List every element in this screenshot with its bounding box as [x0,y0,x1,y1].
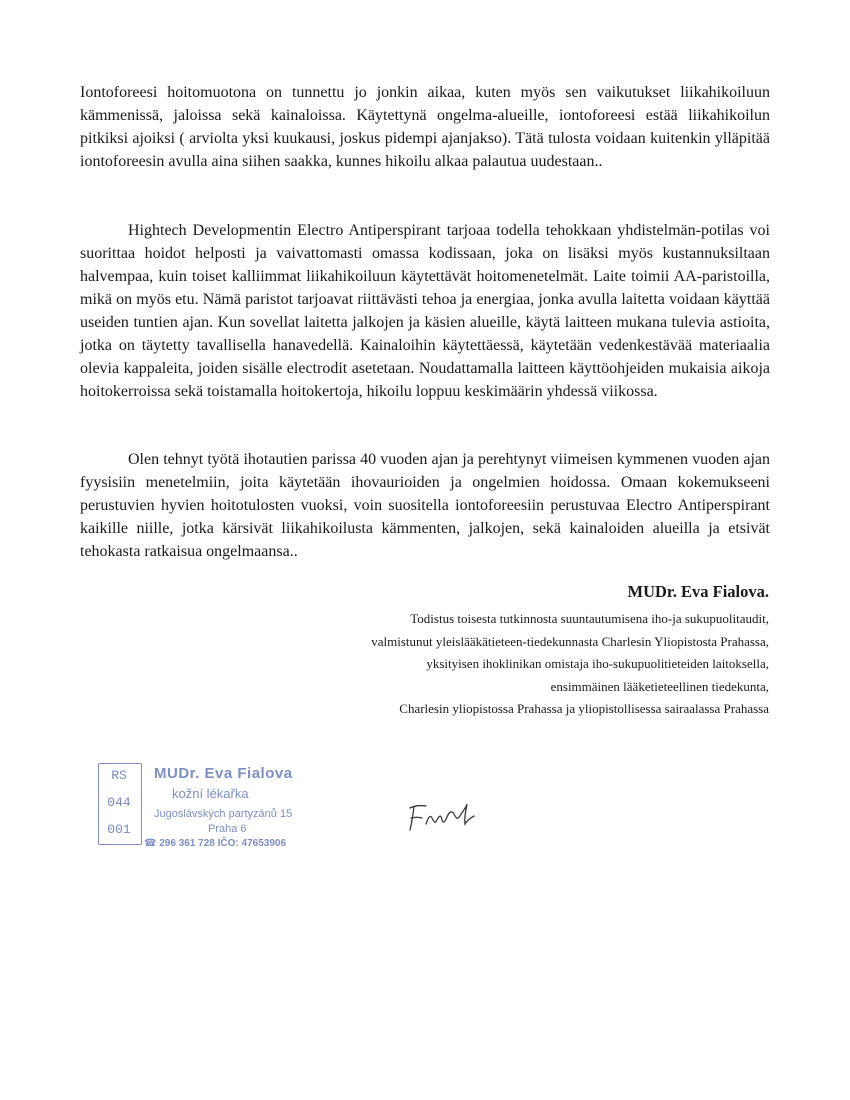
credential-line-1: Todistus toisesta tutkinnosta suuntautumisena iho-ja sukupuolitaudit, [410,611,769,626]
signatory-name: MUDr. Eva Fialova. [627,582,769,601]
signature-block [371,581,769,721]
stamp-title: kožní lékařka [172,786,249,801]
signature-stroke-2 [426,804,474,824]
doctor-stamp [98,763,338,855]
paragraph-1: Iontoforeesi hoitomuotona on tunnettu jo jonkin aikaa, kuten myös sen vaikutukset liikahikoiluun kämmenissä, jaloissa sekä kainaloissa. Käytettynä ongelma-alueille, iontoforeesi estää liikahikoilun pitkiksi ajoiksi ( arviolta yksi kuukausi, joskus pidempi ajanjakso). Tätä tulosta voidaan kuitenkin ylläpitää iontoforeesin avulla aina siihen saakka, kunnes hikoilu alkaa palautua uudestaan.. [80,84,770,170]
credential-line-4: ensimmäinen lääketieteellinen tiedekunta, [550,678,769,694]
paragraph-3: Olen tehnyt työtä ihotautien parissa 40 vuoden ajan ja perehtynyt viimeisen kymmenen vuoden ajan fyysisiin menetelmiin, joita käytetään ihovaurioiden ja ongelmien hoidossa. Omaan kokemukseeni perustuvien hyvien hoitotulosten vuoksi, voin suositella iontoforeesiin perustuvaa Electro Antiperspirant kaikille niille, jotka kärsivät liikahikoilusta kämmenten, jalkojen, sekä kainaloiden alueilla ja etsivät tehokasta ratkaisua ongelmaansa.. [80,451,770,560]
stamp-name: MUDr. Eva Fialova [154,765,293,782]
stamp-code-3: 001 [107,822,131,837]
signature-stroke-1 [410,806,426,830]
stamp-code-1: RS [111,768,127,783]
stamp-contact: ☎ 296 361 728 IČO: 47653906 [144,838,287,849]
credential-line-5: Charlesin yliopistossa Prahassa ja yliopistollisessa sairaalassa Prahassa [399,701,769,716]
credential-line-3: yksityisen ihoklinikan omistaja iho-sukupuolitieteiden laitoksella, [426,656,769,671]
stamp-city: Praha 6 [208,823,247,835]
paragraph-2: Hightech Developmentin Electro Antiperspirant tarjoaa todella tehokkaan yhdistelmän-potilas voi suorittaa hoidot helposti ja vaivattomasti omassa kodissaan, joka on lisäksi myös kustannuksiltaan halvempaa, kuin toiset kalliimmat liikahikoiluun käytettävät hoitomenetelmät. Laite toimii AA-paristoilla, mikä on myös etu. Nämä paristot tarjoavat riittävästi tehoa ja energiaa, jonka avulla laitetta voidaan käyttää useiden tuntien ajan. Kun sovellat laitetta jalkojen ja käsien alueille, käytä laitteen mukana tulevia astioita, jotka on täytetty tavallisella hanavedellä. Kainaloihin käytettäessä, käytetään vedenkestävää materiaalia olevia kappaleita, joiden sisälle electrodit asetetaan. Noudattamalla laitteen käyttöohjeiden mukaisia aikoja hoitokerroissa sekä toistamalla hoitokertoja, hikoilu loppuu keskimäärin yhdessä viikossa. [80,222,770,400]
stamp-street: Jugoslávských partyzánů 15 [154,808,293,820]
stamp-code-2: 044 [107,795,131,810]
handwritten-signature [404,800,484,836]
credential-line-2: valmistunut yleislääkätieteen-tiedekunnasta Charlesin Yliopistosta Prahassa, [371,633,769,649]
